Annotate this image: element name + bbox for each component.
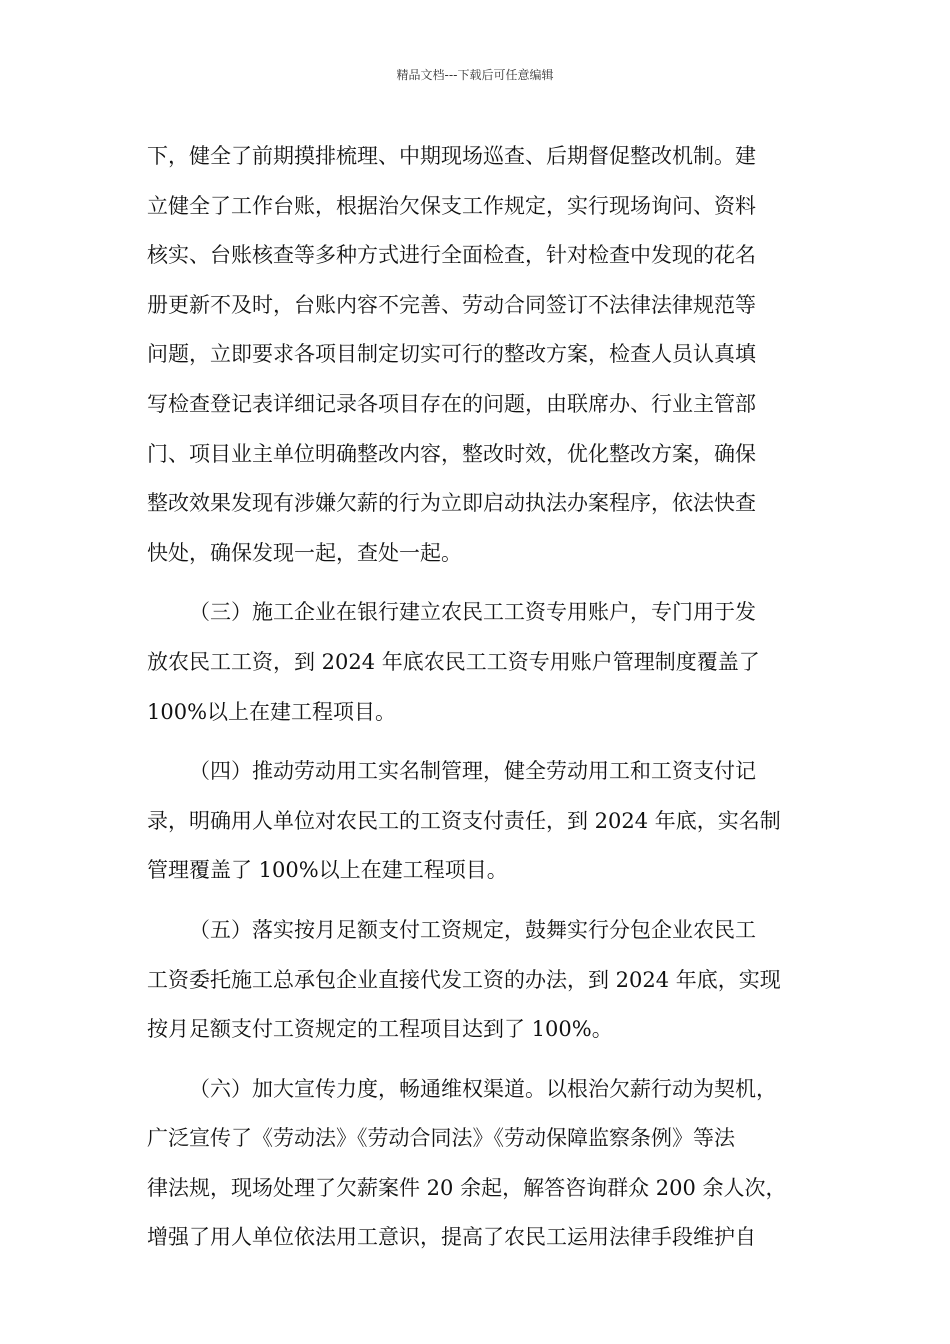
text-line: 录，明确用人单位对农民工的工资支付责任，到 2024 年底，实名制 <box>147 808 781 833</box>
text-line: （四）推动劳动用工实名制管理，健全劳动用工和工资支付记 <box>189 759 756 784</box>
text-line: （三）施工企业在银行建立农民工工资专用账户，专门用于发 <box>189 600 756 625</box>
text-line: （五）落实按月足额支付工资规定，鼓舞实行分包企业农民工 <box>189 917 756 942</box>
text-line: 按月足额支付工资规定的工程项目达到了 100%。 <box>147 1017 613 1042</box>
text-line: 快处，确保发现一起，查处一起。 <box>147 540 462 565</box>
paragraph-continuation <box>147 132 812 578</box>
text-line: 写检查登记表详细记录各项目存在的问题，由联席办、行业主管部 <box>147 391 756 416</box>
text-line: 增强了用人单位依法用工意识，提高了农民工运用法律手段维护自 <box>147 1225 756 1250</box>
paragraph-item-6 <box>147 1065 812 1263</box>
page-header: 精品文档---下载后可任意编辑 <box>396 68 554 82</box>
text-line: 下，健全了前期摸排梳理、中期现场巡查、后期督促整改机制。建 <box>147 144 756 168</box>
text-line: 问题，立即要求各项目制定切实可行的整改方案，检查人员认真填 <box>147 342 756 367</box>
text-line: 册更新不及时，台账内容不完善、劳动合同签订不法律法律规范等 <box>147 292 756 317</box>
paragraph-item-3 <box>147 588 812 737</box>
text-line: 门、项目业主单位明确整改内容，整改时效，优化整改方案，确保 <box>147 441 756 466</box>
paragraph-item-5 <box>147 906 812 1055</box>
text-line: 管理覆盖了 100%以上在建工程项目。 <box>147 858 508 883</box>
paragraph-item-4 <box>147 747 812 896</box>
document-body <box>147 132 812 1263</box>
text-line: 整改效果发现有涉嫌欠薪的行为立即启动执法办案程序，依法快查 <box>147 491 756 516</box>
text-line: 律法规，现场处理了欠薪案件 20 余起，解答咨询群众 200 余人次， <box>147 1175 787 1200</box>
text-line: （六）加大宣传力度，畅通维权渠道。以根治欠薪行动为契机， <box>189 1076 777 1101</box>
text-line: 工资委托施工总承包企业直接代发工资的办法，到 2024 年底，实现 <box>147 967 781 992</box>
text-line: 广泛宣传了《劳动法》《劳动合同法》《劳动保障监察条例》等法 <box>147 1126 735 1151</box>
text-line: 100%以上在建工程项目。 <box>147 699 397 724</box>
text-line: 核实、台账核查等多种方式进行全面检查，针对检查中发现的花名 <box>147 243 756 268</box>
text-line: 放农民工工资，到 2024 年底农民工工资专用账户管理制度覆盖了 <box>147 649 760 674</box>
text-line: 立健全了工作台账，根据治欠保支工作规定，实行现场询问、资料 <box>147 193 756 218</box>
